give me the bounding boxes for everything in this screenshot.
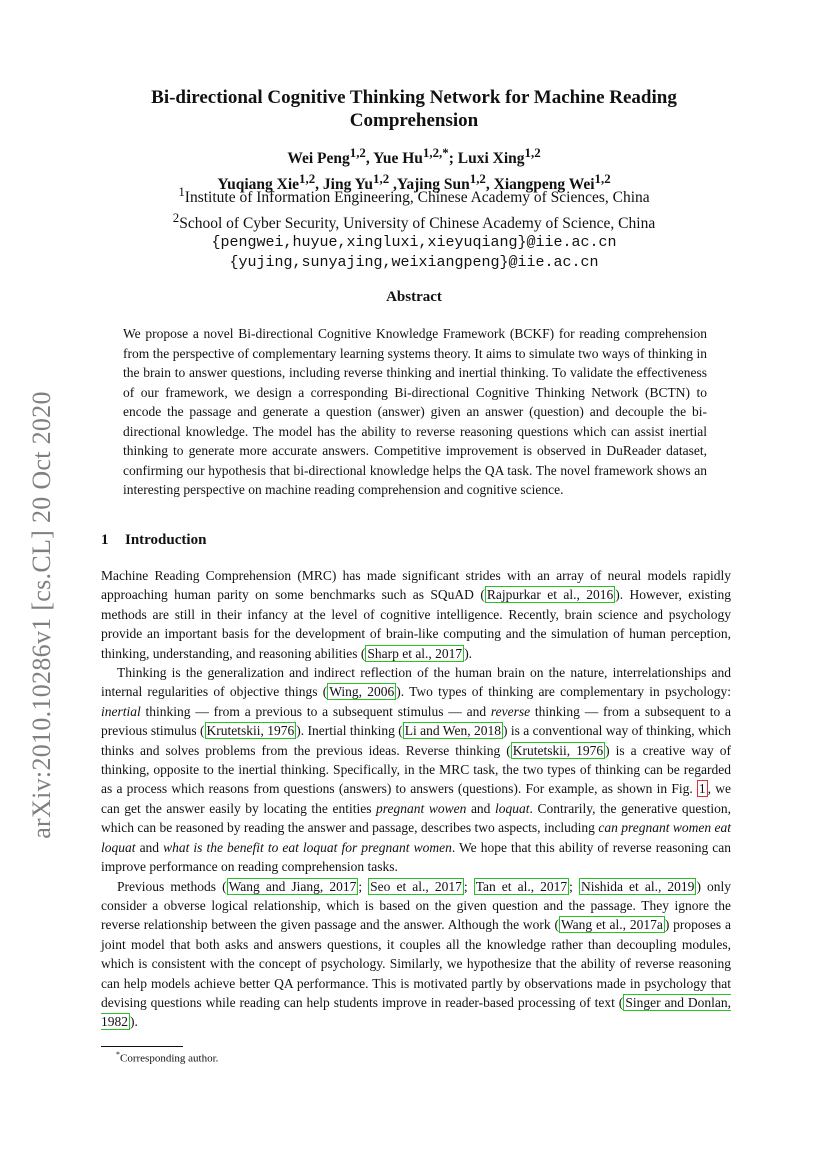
author-sep: , (365, 150, 374, 168)
paragraph-1 (101, 566, 731, 663)
footnote-text: Corresponding author. (120, 1052, 219, 1065)
affiliation-sup: 2 (172, 209, 180, 225)
author-affil-sup: 1,2 (524, 145, 541, 160)
citation-link[interactable]: Seo et al., 2017 (370, 878, 462, 894)
text-run: ). Two types of thinking are complementary in psychology: (396, 684, 732, 700)
text-run: ). Inertial thinking ( (296, 723, 403, 739)
author-name: Xiangpeng Wei (493, 175, 595, 193)
author-affil-sup: 1,2 (349, 145, 366, 160)
text-run: ). (130, 1014, 138, 1030)
author-affil-sup: 1,2 (299, 170, 316, 186)
text-run: ). However, existing methods are still in their infancy at the level of cognitive intelligence. Recently, brain science and psychology provide an important basis for the development of brain-like computing and the simulation of human perception, thinking, understanding, and reasoning abilities ( (101, 587, 732, 661)
author-sep: , (485, 175, 494, 193)
text-run: ; (358, 878, 369, 894)
affiliation-1 (100, 182, 728, 208)
author-affil-sup: 1,2 (469, 170, 486, 186)
paper-title (100, 86, 728, 132)
citation-link[interactable]: Sharp et al., 2017 (367, 645, 463, 661)
author-affil-sup: 1,2 (373, 170, 390, 186)
text-run: ) is a creative way of thinking, opposite to the inertial thinking. Specifically, in the MRC task, the two types of thinking can be regarded as a process which reasons from questions (answers) to answers (questions). For example, as shown in Fig. (101, 742, 732, 797)
citation-link[interactable]: Nishida et al., 2019 (581, 878, 695, 894)
emphasis: loquat (495, 800, 530, 816)
paragraph-3 (101, 877, 731, 1032)
emphasis: inertial (101, 703, 141, 719)
text-run: ) only consider a obverse logical relationship, which is based on the given question and the passage. They ignore the reverse relationship between the given passage and the answer. Although the work ( (101, 878, 731, 933)
author-sep: , (389, 175, 397, 193)
emphasis: pregnant wowen (376, 800, 467, 816)
text-run: ) proposes a joint model that both asks and answers questions, it couples all the knowledge rather than decoupling modules, which is consistent with the concept of psychology. Similarly, we hypothesize that the ability of reverse reasoning can help models achieve better QA performance. This is motivated partly by observations made in psychology that devising questions while reading can help students improve in reader-based processing of text ( (101, 917, 731, 1010)
affiliation-sup: 1 (178, 184, 185, 199)
figure-ref-link[interactable]: 1 (698, 781, 706, 797)
author-name: Yue Hu (373, 150, 423, 168)
text-run: ; (569, 878, 579, 894)
section-heading (101, 532, 206, 549)
text-run: thinking — from a previous to a subsequent stimulus — and (140, 703, 491, 719)
text-run: and (135, 839, 164, 855)
citation-link[interactable]: Singer and Donlan, 1982 (101, 994, 732, 1030)
author-affil-sup: 1,2,* (422, 145, 449, 160)
emphasis: reverse (490, 703, 531, 719)
citation-link[interactable]: Krutetskii, 1976 (206, 723, 295, 739)
footnote-rule (101, 1046, 183, 1047)
citation-link[interactable]: Krutetskii, 1976 (512, 742, 604, 758)
author-name: Wei Peng (287, 150, 350, 168)
author-name: Yajing Sun (396, 175, 470, 193)
text-run: . Contrarily, the generative question, which can be reasoned by reading the answer and passage, describes two aspects, including (101, 800, 732, 836)
arxiv-stamp-text: arXiv:2010.10286v1 [cs.CL] 20 Oct 2020 (27, 391, 56, 839)
text-run: ). (464, 645, 473, 661)
body-text (101, 566, 731, 1032)
citation-link[interactable]: Tan et al., 2017 (475, 878, 568, 894)
footnote-mark: * (116, 1050, 120, 1059)
text-run: and (466, 800, 496, 816)
author-line-1 (100, 143, 728, 169)
affiliations (100, 182, 728, 272)
abstract-heading: Abstract (386, 289, 442, 305)
affiliation-2 (100, 208, 728, 234)
text-run: ; (463, 878, 474, 894)
text-run: Previous methods ( (117, 878, 227, 894)
affiliation-text: Institute of Information Engineering, Chinese Academy of Sciences, China (184, 189, 650, 207)
email-line-2: {yujing,sunyajing,weixiangpeng}@iie.ac.cn (229, 253, 599, 271)
arxiv-stamp (22, 370, 62, 860)
citation-link[interactable]: Wing, 2006 (329, 684, 395, 700)
title-line-2: Comprehension (349, 110, 479, 131)
section-number: 1 (101, 532, 109, 548)
author-sep: , (315, 175, 323, 193)
author-name: Luxi Xing (457, 150, 525, 168)
text-run: . We hope that this ability of reverse reasoning can improve performance on reading comprehension tasks. (101, 839, 731, 875)
emphasis: what is the benefit to eat loquat for pregnant women (163, 839, 452, 855)
emphasis: can pregnant women eat loquat (101, 820, 731, 855)
title-line-1: Bi-directional Cognitive Thinking Network for Machine Reading (151, 87, 677, 108)
author-affil-sup: 1,2 (594, 170, 611, 186)
citation-link[interactable]: Wang et al., 2017a (560, 917, 663, 933)
text-run: Thinking is the generalization and indirect reflection of the human brain on the nature, interrelationships and internal regularities of objective things ( (101, 665, 731, 700)
citation-link[interactable]: Rajpurkar et al., 2016 (486, 587, 614, 603)
email-line-1: {pengwei,huyue,xingluxi,xieyuqiang}@iie.ac.cn (211, 234, 617, 252)
text-run: Machine Reading Comprehension (MRC) has made significant strides with an array of neural models rapidly approaching human parity on some benchmarks such as SQuAD ( (101, 568, 731, 603)
citation-link[interactable]: Li and Wen, 2018 (404, 723, 501, 739)
footnote (116, 1050, 218, 1065)
text-run: ) is a conventional way of thinking, which thinks and solves problems from the previous ideas. Reverse thinking ( (101, 723, 732, 758)
affiliation-text: School of Cyber Security, University of Chinese Academy of Science, China (179, 214, 656, 232)
author-sep: ; (448, 150, 458, 168)
abstract-text: We propose a novel Bi-directional Cognitive Knowledge Framework (BCKF) for reading comprehension from the perspective of complementary learning systems theory. It aims to simulate two ways of thinking in the brain to answer questions, including reverse thinking and inertial thinking. To validate the effectiveness of our framework, we design a corresponding Bi-directional Cognitive Thinking Network (BCTN) to encode the passage and generate a question (answer) given an answer (question) and decouple the bi-directional knowledge. The model has the ability to reverse reasoning questions which can assist inertial thinking to generate more accurate answers. Competitive improvement is observed in DuReader dataset, confirming our hypothesis that bi-directional knowledge helps the QA task. The novel framework shows an interesting perspective on machine reading comprehension and cognitive science. (123, 326, 707, 497)
paragraph-2 (101, 663, 731, 876)
section-title: Introduction (125, 532, 207, 548)
citation-link[interactable]: Wang and Jiang, 2017 (228, 878, 357, 894)
text-run: , we can get the answer easily by locating the entities (101, 781, 731, 816)
text-run: thinking — from a subsequent to a previous stimulus ( (101, 703, 731, 739)
author-name: Jing Yu (322, 175, 374, 193)
author-name: Yuqiang Xie (217, 175, 300, 193)
